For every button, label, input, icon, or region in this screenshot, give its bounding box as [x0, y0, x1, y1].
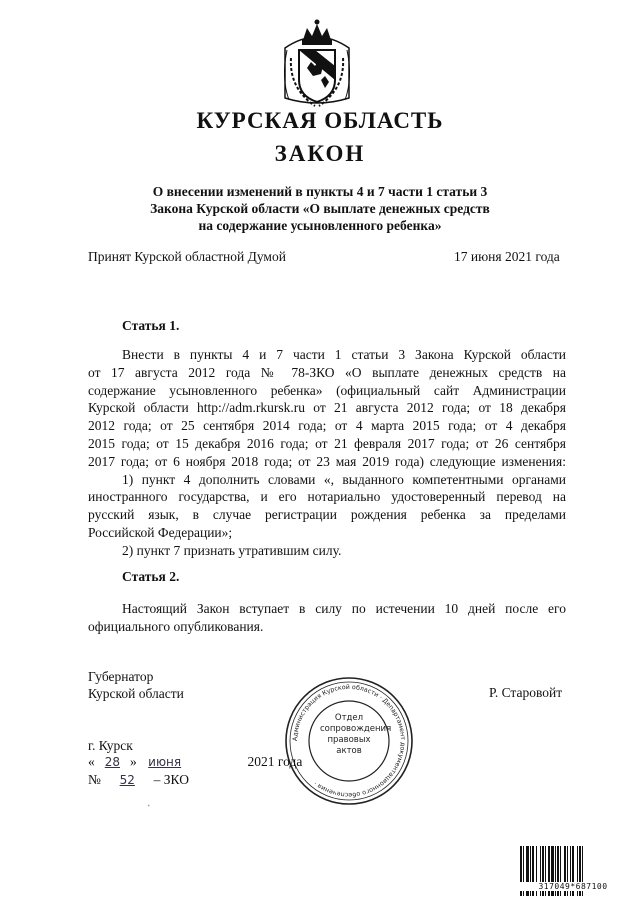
signatory-title-line: Губернатор — [88, 669, 154, 684]
stamp-ring-text: Администрация Курской области · Департамент документационного обеспечения · — [291, 683, 407, 799]
text-line: Российской Федерации»; — [88, 524, 233, 540]
text-line: иностранного государства, и его нотариально удостоверенный перевод на — [88, 489, 566, 505]
law-number: № 52 – ЗКО — [88, 772, 189, 787]
region-title: КУРСКАЯ ОБЛАСТЬ — [196, 108, 444, 133]
date-month: июня — [148, 755, 182, 769]
text-line: Настоящий Закон вступает в силу по истечении 10 дней после его — [122, 601, 566, 616]
adopted-by: Принят Курской областной Думой — [88, 249, 286, 264]
text-line: 2) пункт 7 признать утратившим силу. — [122, 542, 342, 558]
document-type: ЗАКОН — [274, 141, 366, 166]
text-line: Курской области http://adm.rkursk.ru от 21 августа 2012 года; от 18 декабря — [88, 400, 566, 416]
article-1-body — [88, 346, 566, 560]
text-line: 2017 года; от 6 ноября 2018 года; от 23 мая 2019 года) следующие изменения: — [88, 453, 566, 469]
signatory-title-line: Курской области — [88, 686, 184, 701]
text-line: 2012 года; от 25 сентября 2014 года; от 4 марта 2015 года; от 4 декабря — [88, 418, 566, 434]
law-title-line: Закона Курской области «О выплате денежных средств — [150, 201, 490, 216]
signatory-name: Р. Старовойт — [489, 685, 563, 700]
article-2-heading: Статья 2. — [122, 569, 180, 584]
stamp-line: Отдел — [334, 713, 364, 723]
stamp-line: актов — [336, 746, 362, 756]
law-title-line: О внесении изменений в пункты 4 и 7 части 1 статьи 3 — [152, 184, 488, 199]
place: г. Курск — [88, 738, 133, 753]
stamp-center-text — [320, 713, 392, 757]
text-line: Внести в пункты 4 и 7 части 1 статьи 3 Закона Курской области — [122, 347, 566, 362]
article-2-body — [88, 600, 566, 636]
law-title — [110, 183, 530, 234]
text-line: 2015 года; от 15 декабря 2016 года; от 21 февраля 2017 года; от 26 сентября — [88, 435, 566, 451]
text-line: 1) пункт 4 дополнить словами «, выданного компетентными органами — [122, 471, 566, 487]
text-line: от 17 августа 2012 года № 78-ЗКО «О выплате денежных средств на — [88, 364, 566, 380]
adoption-date: 17 июня 2021 года — [454, 249, 560, 264]
law-title-line: на содержание усыновленного ребенка» — [198, 218, 442, 233]
text-line: содержание усыновленного ребенка» (официальный сайт Администрации — [88, 382, 566, 398]
barcode-number: 317049*687100 — [518, 882, 628, 891]
signatory-title — [88, 668, 184, 702]
law-date: « 28 » июня 2021 года — [88, 754, 303, 769]
text-line: русский язык, в случае регистрации рождения ребенка за пределами — [88, 507, 566, 523]
kursk-coat-of-arms-icon — [277, 18, 357, 110]
date-year: 2021 года — [247, 754, 303, 769]
stamp-line: сопровождения — [320, 724, 392, 734]
scan-speck: ⸼ — [148, 796, 151, 807]
article-1-heading: Статья 1. — [122, 318, 180, 333]
stamp-line: правовых — [327, 735, 371, 745]
text-line: официального опубликования. — [88, 618, 264, 634]
date-day: 28 — [104, 755, 121, 769]
law-number-value: 52 — [119, 773, 135, 787]
